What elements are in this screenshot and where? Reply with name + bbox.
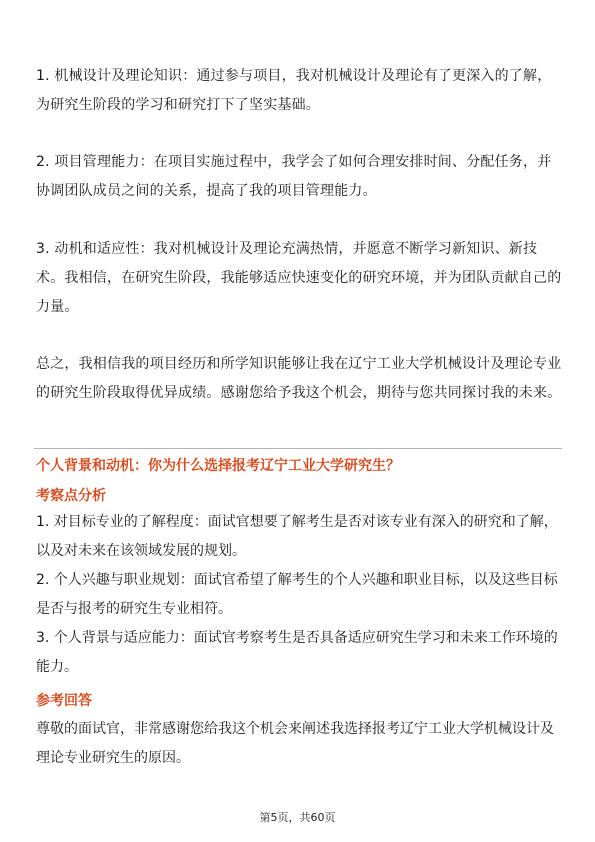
paragraph-conclusion: 总之，我相信我的项目经历和所学知识能够让我在辽宁工业大学机械设计及理论专业的研究生阶段取得优异成绩。感谢您给予我这个机会，期待与您共同探讨我的未来。 (36, 356, 562, 401)
answer-text: 尊敬的面试官，非常感谢您给我这个机会来阐述我选择报考辽宁工业大学机械设计及理论专业研究生的原因。 (36, 721, 554, 766)
analysis-point: 2. 个人兴趣与职业规划：面试官希望了解考生的个人兴趣和职业目标，以及这些目标是否与报考的研究生专业相符。 (36, 572, 558, 617)
analysis-point: 3. 个人背景与适应能力：面试官考察考生是否具备适应研究生学习和未来工作环境的能力。 (36, 630, 558, 675)
paragraph-project-management: 2. 项目管理能力：在项目实施过程中，我学会了如何合理安排时间、分配任务，并协调团队成员之间的关系，提高了我的项目管理能力。 (36, 154, 552, 199)
page-number: 第5页，共60页 (259, 811, 336, 824)
analysis-point: 1. 对目标专业的了解程度：面试官想要了解考生是否对该专业有深入的研究和了解，以及对未来在该领域发展的规划。 (36, 514, 558, 559)
answer-heading: 参考回答 (36, 693, 92, 709)
paragraph-knowledge: 1. 机械设计及理论知识：通过参与项目，我对机械设计及理论有了更深入的了解，为研究生阶段的学习和研究打下了坚实基础。 (36, 68, 552, 113)
paragraph-motivation: 3. 动机和适应性：我对机械设计及理论充满热情，并愿意不断学习新知识、新技术。我相信，在研究生阶段，我能够适应快速变化的研究环境，并为团队贡献自己的力量。 (36, 241, 562, 315)
section-divider (34, 448, 562, 449)
question-title: 个人背景和动机：你为什么选择报考辽宁工业大学研究生？ (36, 458, 400, 474)
analysis-heading: 考察点分析 (36, 488, 106, 504)
